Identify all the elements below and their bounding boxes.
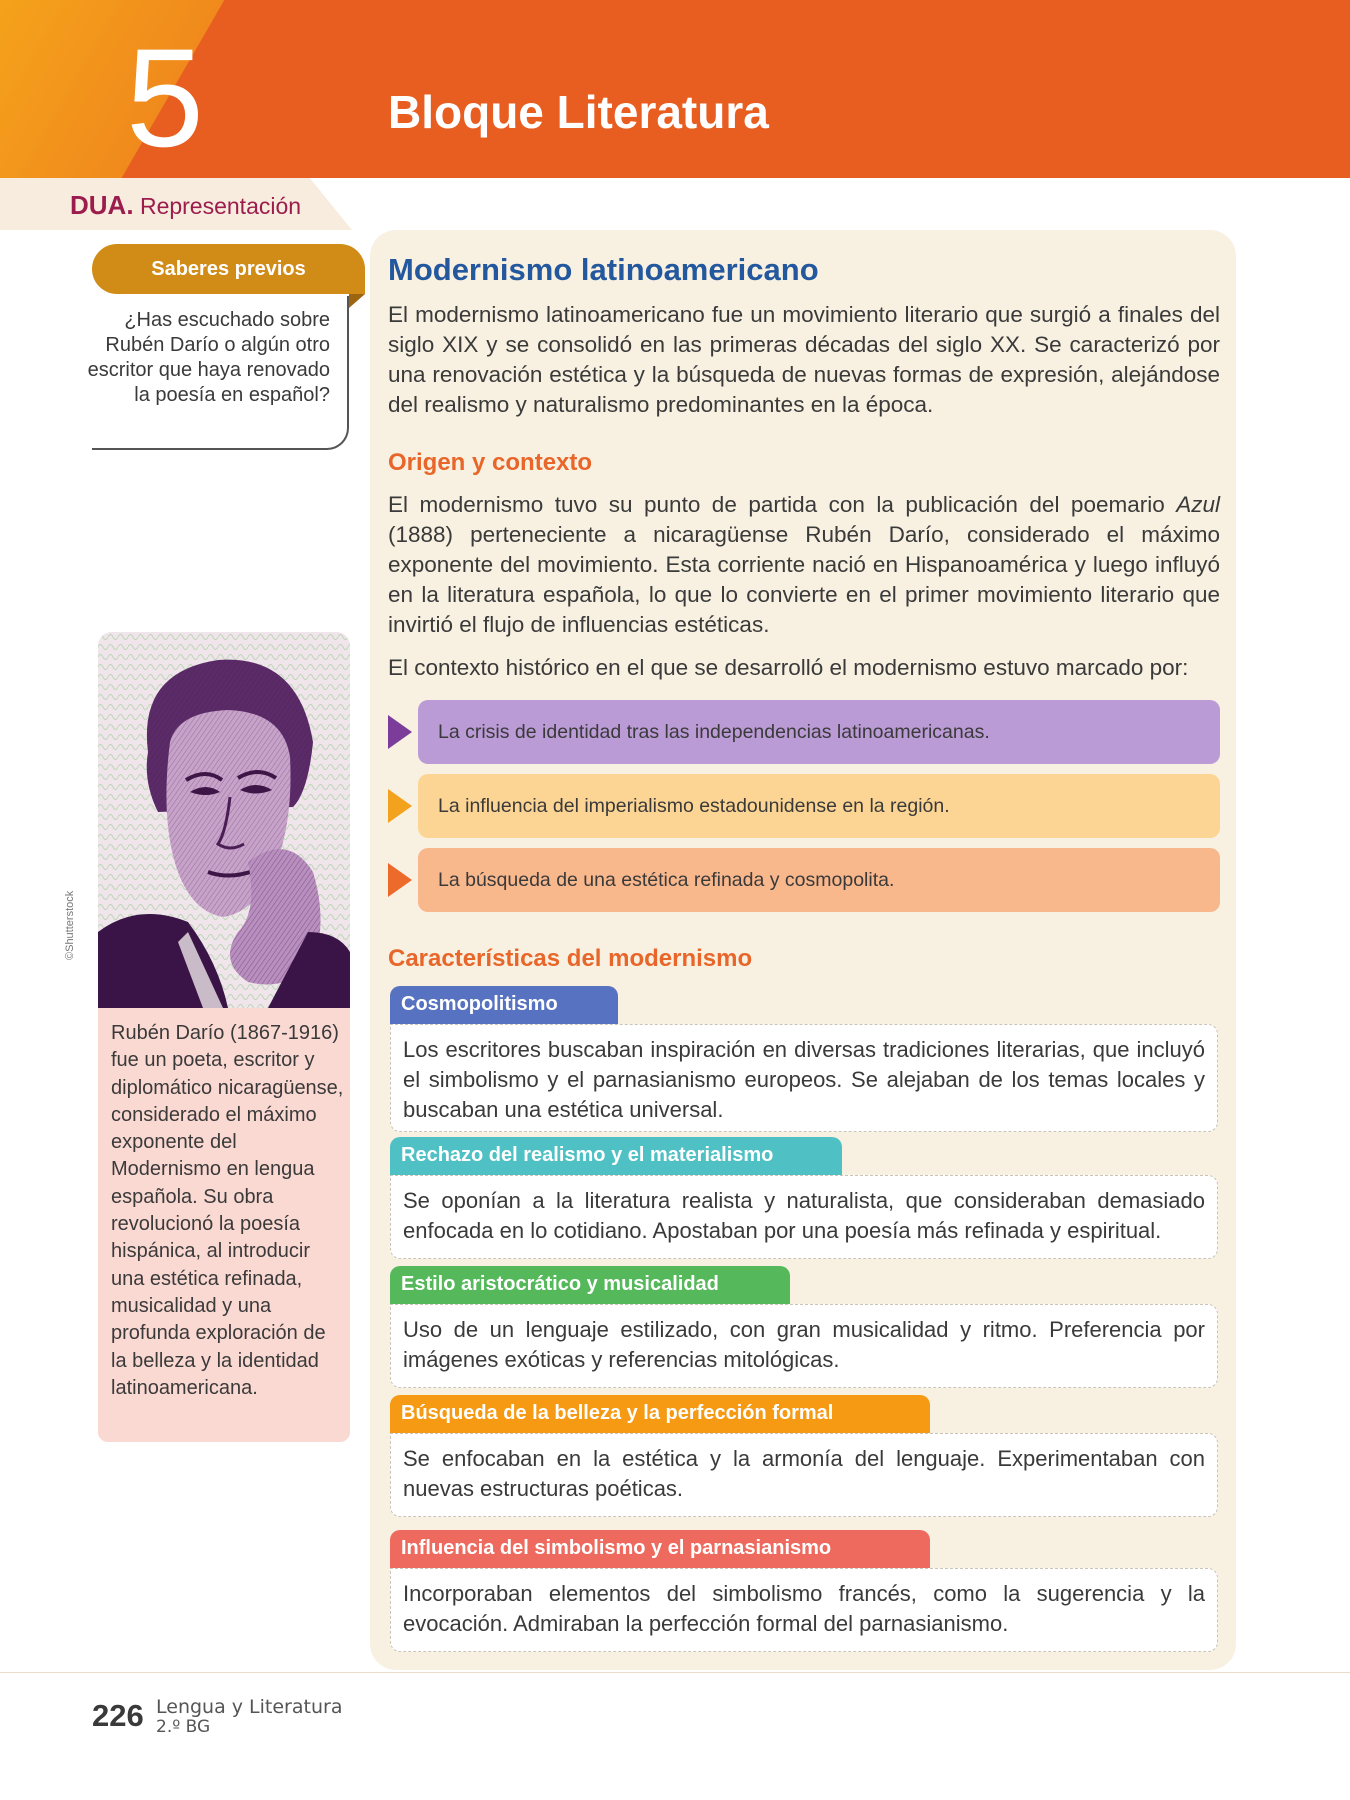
context-item xyxy=(418,848,1220,912)
unit-number: 5 xyxy=(126,19,204,176)
feature-card xyxy=(390,1024,1218,1132)
page-number: 226 xyxy=(92,1698,144,1733)
feature-title: Influencia del simbolismo y el parnasianismo xyxy=(390,1530,930,1568)
feature-card xyxy=(390,1175,1218,1259)
feature-card xyxy=(390,1433,1218,1517)
portrait-caption: Rubén Darío (1867-1916) fue un poeta, escritor y diplomático nicaragüense, considerado el máximo exponente del Modernismo en lengua española. Su obra revolucionó la poesía hispánica, al introducir una estética refinada, musicalidad y una profunda exploración de la belleza y la identidad latinoamericana. xyxy=(111,1022,344,1399)
saberes-previos-box xyxy=(87,296,349,450)
book-title: Lengua y Literatura xyxy=(156,1696,343,1718)
context-item xyxy=(418,700,1220,764)
book-level: 2.º BG xyxy=(156,1717,211,1737)
context-item-text: La influencia del imperialismo estadounidense en la región. xyxy=(438,795,950,817)
saberes-corner xyxy=(349,294,365,308)
dua-text: Representación xyxy=(139,193,302,219)
context-item-text: La búsqueda de una estética refinada y cosmopolita. xyxy=(438,869,895,891)
feature-card xyxy=(390,1304,1218,1388)
saberes-previos-tab: Saberes previos xyxy=(92,244,365,294)
ruben-dario-portrait xyxy=(98,632,350,1008)
feature-card xyxy=(390,1568,1218,1652)
footer-divider xyxy=(0,1672,1350,1673)
azul-title: Azul xyxy=(1176,492,1220,517)
feature-title: Cosmopolitismo xyxy=(390,986,618,1024)
origin-title: Origen y contexto xyxy=(388,449,593,476)
context-item-text: La crisis de identidad tras las independencias latinoamericanas. xyxy=(438,721,990,743)
feature-title: Estilo aristocrático y musicalidad xyxy=(390,1266,790,1304)
portrait-caption-box xyxy=(98,1008,350,1442)
context-arrow-icon xyxy=(388,715,412,749)
feature-text: Se oponían a la literatura realista y naturalista, que consideraban demasiado enfocada en lo cotidiano. Apostaban por una poesía más refinada y espiritual. xyxy=(403,1188,1205,1243)
header-title: Bloque Literatura xyxy=(388,86,769,138)
context-arrow-icon xyxy=(388,789,412,823)
feature-text: Los escritores buscaban inspiración en diversas tradiciones literarias, que incluyó el simbolismo y el parnasianismo europeos. Se alejaban de los temas locales y buscaban una estética universal. xyxy=(403,1037,1205,1122)
origin-paragraph xyxy=(388,490,1220,640)
portrait-illustration xyxy=(98,632,350,1008)
photo-credit: ©Shutterstock xyxy=(64,890,76,960)
dua-label xyxy=(70,190,301,221)
intro-paragraph: El modernismo latinoamericano fue un movimiento literario que surgió a finales del siglo XIX y se consolidó en las primeras décadas del siglo XX. Se caracterizó por una renovación estética y la búsqueda de nuevas formas de expresión, alejándose del realismo y naturalismo predominantes en la época. xyxy=(388,302,1220,417)
saberes-question: ¿Has escuchado sobre Rubén Darío o algún otro escritor que haya renovado la poesía en español? xyxy=(87,309,330,406)
dua-prefix: DUA. xyxy=(70,190,134,220)
feature-title: Rechazo del realismo y el materialismo xyxy=(390,1137,842,1175)
origin-text-b: (1888) perteneciente a nicaragüense Rubén Darío, considerado el máximo exponente del movimiento. Esta corriente nació en Hispanoamérica y luego influyó en la literatura española, lo que lo convierte en el primer movimiento literario que invirtió el flujo de influencias estéticas. xyxy=(388,522,1220,637)
feature-text: Incorporaban elementos del simbolismo francés, como la sugerencia y la evocación. Admiraban la perfección formal del parnasianismo. xyxy=(403,1581,1205,1636)
feature-text: Se enfocaban en la estética y la armonía del lenguaje. Experimentaban con nuevas estructuras poéticas. xyxy=(403,1446,1205,1501)
origin-text-a: El modernismo tuvo su punto de partida con la publicación del poemario xyxy=(388,492,1177,517)
feature-title: Búsqueda de la belleza y la perfección formal xyxy=(390,1395,930,1433)
main-title: Modernismo latinoamericano xyxy=(388,252,819,287)
feature-text: Uso de un lenguaje estilizado, con gran musicalidad y ritmo. Preferencia por imágenes exóticas y referencias mitológicas. xyxy=(403,1317,1205,1372)
features-title: Características del modernismo xyxy=(388,945,753,972)
context-arrow-icon xyxy=(388,863,412,897)
context-item xyxy=(418,774,1220,838)
context-intro: El contexto histórico en el que se desarrolló el modernismo estuvo marcado por: xyxy=(388,655,1189,680)
